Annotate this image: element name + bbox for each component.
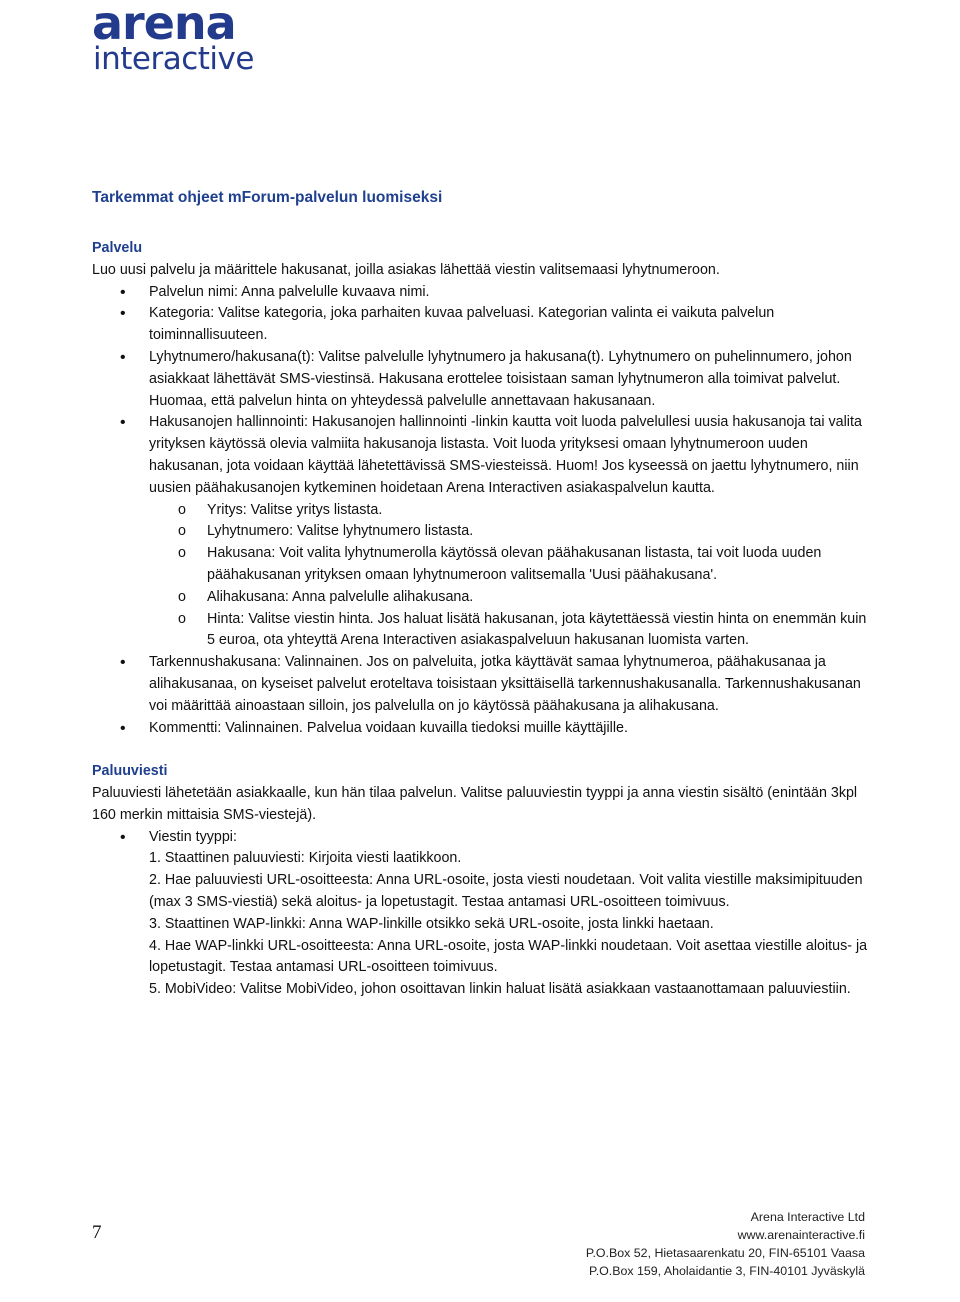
company-logo [92, 2, 262, 82]
footer-company: Arena Interactive Ltd [750, 1210, 865, 1224]
list-item [92, 412, 872, 652]
sub-list-item-text: Hinta: Valitse viestin hinta. Jos haluat lisätä hakusanan, jota käytettäessä viestin hinta on enemmän kuin 5 euroa, ota yhteyttä Arena Interactiven asiakaspalveluun hakusanan luomista varten. [207, 610, 867, 649]
document-title: Tarkemmat ohjeet mForum-palvelun luomiseksi [92, 189, 443, 206]
sub-bullet-marker: o [178, 523, 186, 540]
document-body [92, 238, 872, 1001]
footer-address-jyvaskyla: P.O.Box 159, Aholaidantie 3, FIN-40101 Jyväskylä [589, 1264, 865, 1278]
paluuviesti-list [92, 827, 872, 1001]
message-type-5: 5. MobiVideo: Valitse MobiVideo, johon osoittavan linkin haluat lisätä asiakkaan vastaanottamaan paluuviestiin. [149, 981, 851, 998]
sub-list-item-text: Yritys: Valitse yritys listasta. [207, 501, 383, 518]
palvelu-intro: Luo uusi palvelu ja määrittele hakusanat, joilla asiakas lähettää viestin valitsemaasi lyhytnumeroon. [92, 261, 720, 278]
page-number: 7 [92, 1222, 102, 1243]
list-item: • Lyhytnumero/hakusana(t): Valitse palvelulle lyhytnumero ja hakusana(t). Lyhytnumero on puhelinnumero, johon asiakkaat lähettävät SMS-viestinsä. Hakusana erottelee toisistaan saman lyhytnumeron alla toimivat palvelut. Huomaa, että palvelun hinta on yhteydessä palvelulle annettavaan hakusanaan. [92, 347, 872, 412]
sub-bullet-marker: o [178, 610, 186, 627]
message-type-1: 1. Staattinen paluuviesti: Kirjoita viesti laatikkoon. [149, 850, 462, 867]
sub-bullet-marker: o [178, 588, 186, 605]
sub-bullet-marker: o [178, 501, 186, 518]
palvelu-list [92, 282, 872, 740]
sub-bullet-marker: o [178, 545, 186, 562]
list-item-text: Hakusanojen hallinnointi: Hakusanojen hallinnointi -linkin kautta voit luoda palvelullesi uusia hakusanoja tai valita yrityksen käytössä olevia valmiita hakusanoja listasta. Voit luoda yrityksesi omaan lyhytnumeroon uuden hakusanan, jota voidaan käyttää lähetettävissä SMS-viesteissä. Huom! Jos kyseessä on jaettu lyhytnumero, niin uusien päähakusanojen kytkeminen hoidetaan Arena Interactiven asiakaspalvelun kautta. [149, 414, 862, 496]
message-type-4: 4. Hae WAP-linkki URL-osoitteesta: Anna URL-osoite, josta WAP-linkki noudetaan. Voit asettaa viestille aloitus- ja lopetustagit. Testaa antamasi URL-osoitteen toimivuus. [149, 937, 868, 976]
list-item [92, 827, 872, 1001]
footer-address-vaasa: P.O.Box 52, Hietasaarenkatu 20, FIN-65101 Vaasa [585, 1246, 865, 1260]
footer-contact [586, 1208, 865, 1280]
sub-list [149, 500, 872, 653]
section-heading-palvelu: Palvelu [92, 240, 143, 256]
sub-list-item [149, 609, 872, 653]
list-item: • Kategoria: Valitse kategoria, joka parhaiten kuvaa palveluasi. Kategorian valinta ei vaikuta palvelun toiminnallisuuteen. [92, 303, 872, 347]
sub-list-item [149, 500, 872, 522]
sub-list-item [149, 587, 872, 609]
sub-list-item-text: Lyhytnumero: Valitse lyhytnumero listasta. [207, 523, 474, 540]
sub-list-item-text: Alihakusana: Anna palvelulle alihakusana. [207, 588, 474, 605]
paluuviesti-intro: Paluuviesti lähetetään asiakkaalle, kun hän tilaa palvelun. Valitse paluuviestin tyyppi ja anna viestin sisältö (enintään 3kpl 160 merkin mittaisia SMS-viestejä). [92, 784, 858, 823]
sub-list-item [149, 543, 872, 587]
list-item: • Kommentti: Valinnainen. Palvelua voidaan kuvailla tiedoksi muille käyttäjille. [92, 718, 872, 740]
logo-line-arena: arena [92, 0, 236, 50]
message-type-3: 3. Staattinen WAP-linkki: Anna WAP-linkille otsikko sekä URL-osoite, josta linkki haetaan. [149, 915, 714, 932]
message-type-2: 2. Hae paluuviesti URL-osoitteesta: Anna URL-osoite, josta viesti noudetaan. Voit valita viestille maksimipituuden (max 3 SMS-viestiä) sekä aloitus- ja lopetustagit. Testaa antamasi URL-osoitteen toimivuus. [149, 872, 863, 910]
list-item: • Tarkennushakusana: Valinnainen. Jos on palveluita, jotka käyttävät samaa lyhytnumeroa, päähakusanaa ja alihakusanaa, on kyseiset palvelut eroteltava toisistaan yksittäisellä tarkennushakusanalla. Tarkennushakusanan voi määrittää ainoastaan silloin, jos palvelulla on jo käytössä päähakusana ja alihakusana. [92, 652, 872, 717]
list-item: • Palvelun nimi: Anna palvelulle kuvaava nimi. [92, 282, 872, 304]
footer-website: www.arenainteractive.fi [737, 1228, 865, 1242]
logo-line-interactive: interactive [93, 41, 254, 77]
list-item-text: Viestin tyyppi: [149, 828, 237, 845]
sub-list-item-text: Hakusana: Voit valita lyhytnumerolla käytössä olevan päähakusanan listasta, tai voit luoda uuden päähakusanan yrityksen omaan lyhytnumeroon valitsemalla 'Uusi päähakusana'. [207, 545, 822, 583]
sub-list-item [149, 521, 872, 543]
section-heading-paluuviesti: Paluuviesti [92, 763, 168, 780]
